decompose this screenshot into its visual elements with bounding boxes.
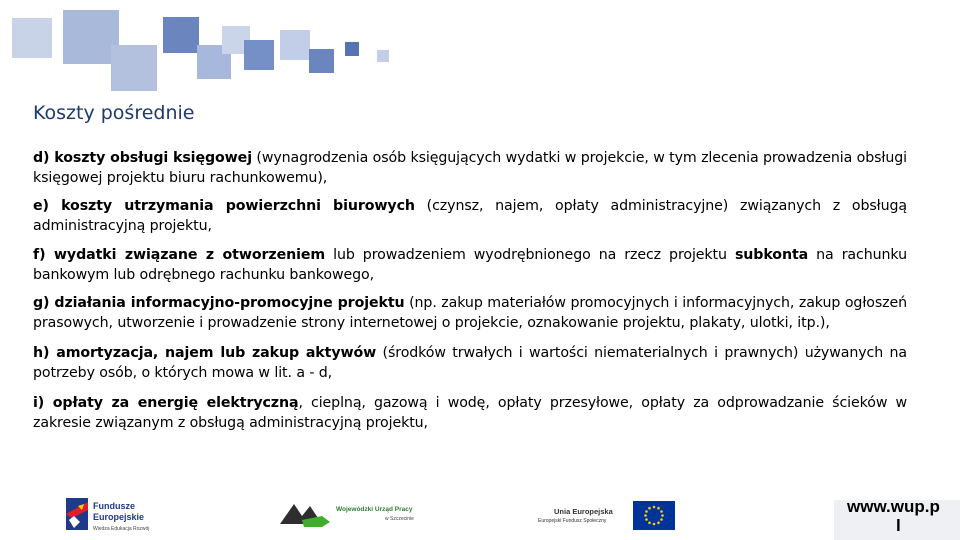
item-text-2: na rachunku bankowym lub odrębnego rachunku bankowego, [33,247,907,283]
wup-logo [280,500,330,528]
wup-line2: w Szczecinie [385,516,414,522]
item-lead: g) działania informacyjno-promocyjne projektu [33,295,405,311]
list-item [33,148,907,188]
item-lead-2: subkonta [734,247,809,263]
item-text: (środków trwałych i wartości niematerialnych i prawnych) używanych na potrzeby osób, o których mowa w lit. a - d, [33,345,907,381]
wup-mark-icon [280,500,330,528]
eu-flag-icon [633,501,675,530]
item-lead: h) amortyzacja, najem lub zakup aktywów [33,345,377,361]
deco-square [111,45,157,91]
list-item [33,196,907,236]
page-title: Koszty pośrednie [33,102,195,124]
item-text: lub prowadzeniem wyodrębnionego na rzecz projektu [325,247,735,263]
list-item [33,245,907,285]
item-lead: f) wydatki związane z otworzeniem [33,247,326,263]
deco-square [280,30,310,60]
item-text: (czynsz, najem, opłaty administracyjne) związanych z obsługą administracyjną projektu, [33,198,907,234]
website-url-tail[interactable]: l [896,516,901,535]
deco-square [377,50,389,62]
item-lead: d) koszty obsługi księgowej [33,150,252,166]
fe-line1: Fundusze [93,501,135,511]
fe-line2: Europejskie [93,512,145,522]
list-item [33,393,907,433]
fe-star-icon [66,498,88,530]
deco-square [345,42,359,56]
item-text: (wynagrodzenia osób księgujących wydatki w projekcie, w tym zlecenia prowadzenia obsługi księgowej projektu biuru rachunkowemu), [33,150,907,186]
eu-line1: Unia Europejska [554,507,613,516]
website-url[interactable]: www.wup.p [847,497,940,516]
deco-square [163,17,199,53]
eu-stars-icon [633,501,675,530]
list-item [33,343,907,383]
wup-line1: Wojewódzki Urząd Pracy [336,506,413,513]
item-text: (np. zakup materiałów promocyjnych i informacyjnych, zakup ogłoszeń prasowych, utworzenie i prowadzenie strony internetowej o projekcie, oznakowanie projektu, plakaty, ulotki, itp.), [33,295,907,331]
item-lead: e) koszty utrzymania powierzchni biurowych [33,198,415,214]
item-text: , cieplną, gazową i wodę, opłaty przesyłowe, opłaty za odprowadzanie ścieków w zakresie związanym z obsługą administracyjną projektu, [33,395,907,431]
deco-square [309,49,334,73]
list-item [33,293,907,333]
fe-line3: Wiedza Edukacja Rozwój [93,526,150,532]
fe-logo [66,498,88,530]
eu-line2: Europejski Fundusz Społeczny [538,518,607,524]
deco-square [12,18,52,58]
deco-square [244,40,274,70]
item-lead: i) opłaty za energię elektryczną [33,395,299,411]
